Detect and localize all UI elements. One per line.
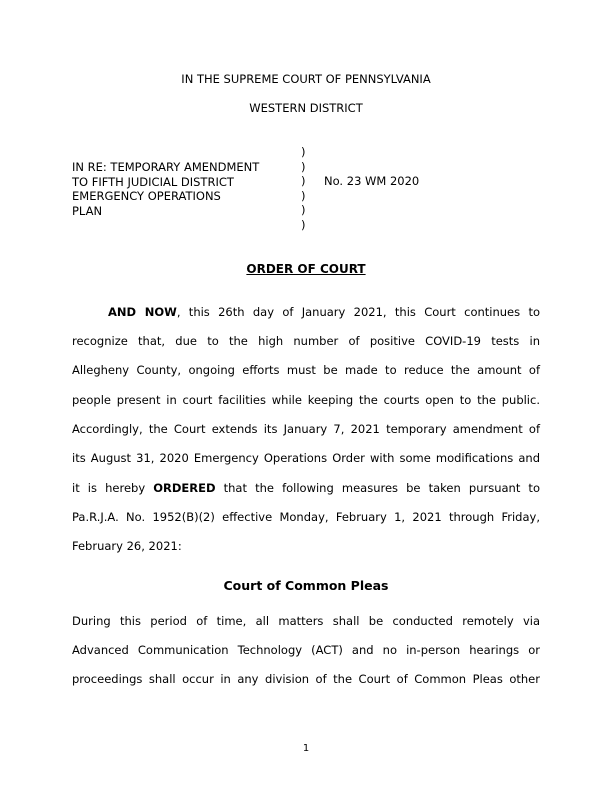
caption-line: TO FIFTH JUDICIAL DISTRICT	[72, 174, 234, 189]
paren: )	[301, 188, 306, 203]
body-line: its August 31, 2020 Emergency Operations Order with some modifications and	[72, 451, 540, 465]
caption-line: EMERGENCY OPERATIONS	[72, 189, 221, 203]
section-body-line: proceedings shall occur in any division of the Court of Common Pleas other	[72, 672, 540, 686]
case-caption	[72, 160, 259, 218]
body-line	[108, 302, 540, 322]
body-line	[72, 478, 540, 498]
body-text: it is hereby	[72, 481, 154, 495]
body-line: people present in court facilities while keeping the courts open to the public.	[72, 393, 540, 407]
page-number: 1	[302, 743, 310, 754]
docket-number: No. 23 WM 2020	[324, 174, 420, 188]
paren: )	[301, 159, 306, 174]
paren: )	[301, 174, 306, 188]
body-line: Allegheny County, ongoing efforts must be made to reduce the amount of	[72, 363, 540, 377]
body-line: February 26, 2021:	[72, 539, 182, 553]
paren: )	[301, 145, 306, 159]
caption-line: IN RE: TEMPORARY AMENDMENT	[72, 160, 260, 174]
ordered-bold-text: ORDERED	[153, 481, 216, 495]
section-body-line: During this period of time, all matters shall be conducted remotely via	[72, 614, 540, 628]
caption-line: PLAN	[72, 203, 103, 218]
body-line: Accordingly, the Court extends its January 7, 2021 temporary amendment of	[72, 422, 540, 436]
lead-bold-text: AND NOW	[108, 305, 177, 319]
body-line: recognize that, due to the high number of positive COVID-19 tests in	[72, 334, 540, 348]
body-text: that the following measures be taken pursuant to	[215, 481, 540, 495]
section-body-line: Advanced Communication Technology (ACT) and no in-person hearings or	[72, 643, 540, 657]
section-heading: Court of Common Pleas	[223, 578, 389, 593]
court-name: IN THE SUPREME COURT OF PENNSYLVANIA	[181, 72, 431, 86]
paren: )	[301, 203, 306, 217]
body-text: , this 26th day of January 2021, this Court continues to	[176, 305, 540, 319]
caption-parentheses	[301, 145, 306, 232]
order-title: ORDER OF COURT	[246, 262, 366, 276]
paren: )	[301, 217, 306, 232]
body-line: Pa.R.J.A. No. 1952(B)(2) effective Monday, February 1, 2021 through Friday,	[72, 510, 540, 524]
district-name: WESTERN DISTRICT	[249, 101, 363, 115]
